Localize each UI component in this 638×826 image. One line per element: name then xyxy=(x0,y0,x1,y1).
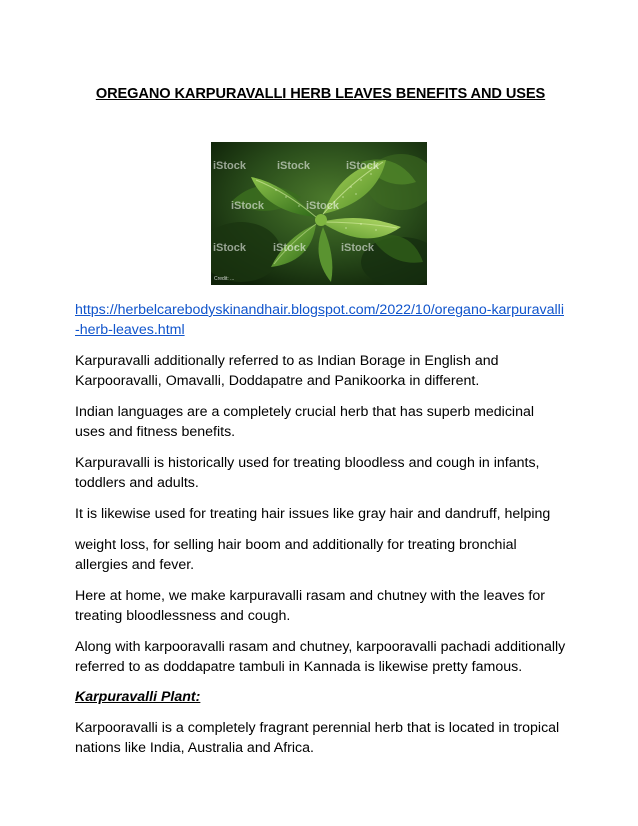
watermark-text: iStock xyxy=(213,160,247,172)
paragraph: Indian languages are a completely crucial herb that has superb medicinal uses and fitness benefits. xyxy=(75,404,535,440)
paragraph: Karpooravalli is a completely fragrant perennial herb that is located in tropical nations like India, Australia and Africa. xyxy=(75,720,560,756)
paragraph: Here at home, we make karpuravalli rasam and chutney with the leaves for treating bloodlessness and cough. xyxy=(75,588,545,624)
watermark-text: iStock xyxy=(346,160,380,172)
watermark-text: iStock xyxy=(213,242,247,254)
section-heading: Karpuravalli Plant: xyxy=(75,689,201,705)
oregano-leaves-photo xyxy=(211,142,427,285)
paragraph: weight loss, for selling hair boom and additionally for treating bronchial allergies and fever. xyxy=(75,537,517,573)
watermark-text: iStock xyxy=(306,200,340,212)
watermark-text: iStock xyxy=(277,160,311,172)
paragraph: Karpuravalli is historically used for treating bloodless and cough in infants, toddlers and adults. xyxy=(75,455,540,491)
source-link[interactable]: https://herbelcarebodyskinandhair.blogspot.com/2022/10/oregano-karpuravalli-herb-leaves.html xyxy=(75,302,564,338)
paragraph: Karpuravalli additionally referred to as Indian Borage in English and Karpooravalli, Omavalli, Doddapatre and Panikoorka in different. xyxy=(75,353,499,389)
watermark-text: iStock xyxy=(341,242,375,254)
watermark-text: iStock xyxy=(231,200,265,212)
paragraph: Along with karpooravalli rasam and chutney, karpooravalli pachadi additionally referred to as doddapatre tambuli in Kannada is likewise pretty famous. xyxy=(75,639,566,675)
image-credit: Credit: ... xyxy=(214,276,235,282)
document-title: OREGANO KARPURAVALLI HERB LEAVES BENEFITS AND USES xyxy=(95,86,546,102)
watermark-text: iStock xyxy=(273,242,307,254)
paragraph: It is likewise used for treating hair issues like gray hair and dandruff, helping xyxy=(75,506,551,522)
